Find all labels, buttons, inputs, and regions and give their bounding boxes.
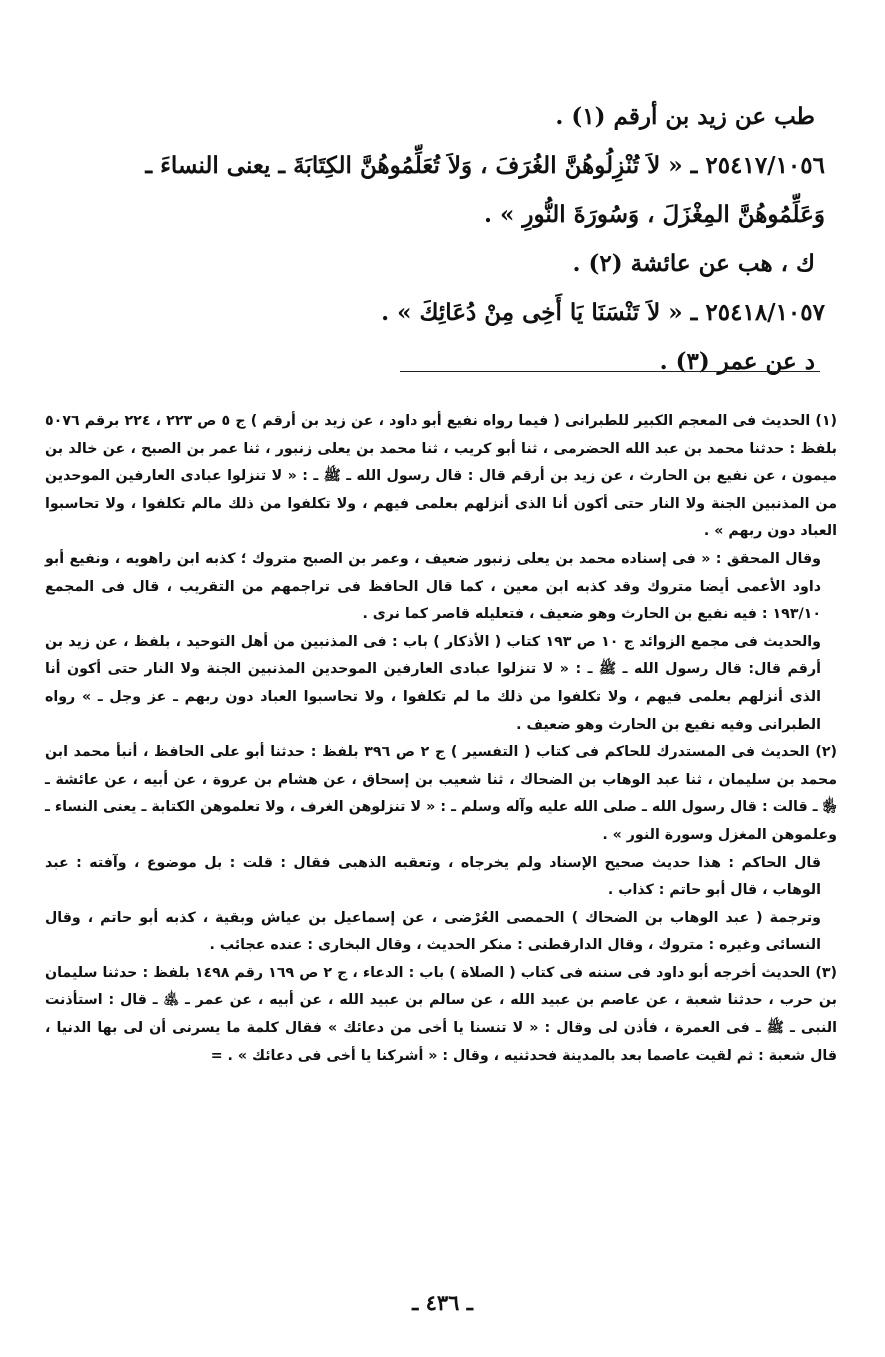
footnote: قال الحاكم : هذا حديث صحيح الإسناد ولم يخرجاه ، وتعقبه الذهبى فقال : قلت : بل موضوع ، وآفته : عبد الوهاب ، قال أبو حاتم : كذاب . bbox=[45, 854, 821, 899]
page-number: ـ ٤٣٦ ـ bbox=[412, 1290, 473, 1315]
footnotes bbox=[45, 408, 837, 1070]
main-text bbox=[50, 92, 825, 386]
main-line: د عن عمر (٣) . bbox=[659, 348, 815, 375]
footnote: وقال المحقق : « فى إسناده محمد بن يعلى زنبور ضعيف ، وعمر بن الصبح متروك ؛ كذبه ابن راهويه ، ونفيع أبو داود الأعمى أيضا متروك وقد كذبه ابن معين ، كما قال الحافظ فى تراجمهم من التقريب ، قال فى المجمع ١٩٣/١٠ : فيه نفيع بن الحارث وهو ضعيف ، فتعليله قاصر كما نرى . bbox=[45, 550, 821, 623]
footnote: (٢) الحديث فى المستدرك للحاكم فى كتاب ( التفسير ) ج ٢ ص ٣٩٦ بلفظ : حدثنا أبو على الحافظ ، أنبأ محمد ابن محمد بن سليمان ، ثنا عبد الوهاب بن الضحاك ، ثنا شعيب بن إسحاق ، عن هشام بن عروة ، عن أبيه ، عن عائشة ـ ﵂ ـ قالت : قال رسول الله ـ صلى الله عليه وآله وسلم ـ : « لا تنزلوهن الغرف ، ولا تعلموهن الكتابة ـ يعنى النساء ـ وعلموهن المغزل وسورة النور » . bbox=[45, 744, 837, 843]
main-line: وَعَلِّمُوهُنَّ المِغْزَلَ ، وَسُورَةَ النُّورِ » . bbox=[483, 201, 825, 228]
footnote-divider bbox=[400, 371, 820, 372]
main-line: ٢٥٤١٨/١٠٥٧ ـ « لاَ تَنْسَنَا يَا أَخِى مِنْ دُعَائِكَ » . bbox=[381, 299, 825, 326]
footnote: وترجمة ( عبد الوهاب بن الضحاك ) الحمصى العُرْضى ، عن إسماعيل بن عياش وبقية ، كذبه أبو حاتم ، وقال النسائى وغيره : متروك ، وقال الدارقطنى : منكر الحديث ، وقال البخارى : عنده عجائب . bbox=[45, 909, 821, 954]
footnote: والحديث فى مجمع الزوائد ج ١٠ ص ١٩٣ كتاب ( الأذكار ) باب : فى المذنبين من أهل التوحيد ، بلفظ ، عن زيد بن أرقم قال: قال رسول الله ـ ﷺ ـ : « لا تنزلوا عبادى العارفين الموحدين المذنبين الجنة ولا النار حتى أكون أنا الذى أنزلهم بعلمى فيهم ، ولا تكلفوا من ذلك ما لم تكلفوا ، ولا تحاسبوا العباد دون ربهم ـ عز وجل ـ » رواه الطبرانى وفيه نفيع بن الحارث وهو ضعيف . bbox=[45, 633, 821, 733]
footnote: (٣) الحديث أخرجه أبو داود فى سننه فى كتاب ( الصلاة ) باب : الدعاء ، ج ٢ ص ١٦٩ رقم ١٤٩٨ بلفظ : حدثنا سليمان بن حرب ، حدثنا شعبة ، عن عاصم بن عبيد الله ، عن سالم بن عبيد الله ، عن أبيه ، عن عمر ـ ﵁ ـ قال : استأذنت النبى ـ ﷺ ـ فى العمرة ، فأذن لى وقال : « لا تنسنا يا أخى من دعائك » فقال كلمة ما يسرنى أن لى بها الدنيا ، قال شعبة : ثم لقيت عاصما بعد بالمدينة فحدثنيه ، وقال : « أشركنا يا أخى فى دعائك » . = bbox=[45, 964, 837, 1064]
footnote: (١) الحديث فى المعجم الكبير للطبرانى ( فيما رواه نفيع أبو داود ، عن زيد بن أرقم ) ج ٥ ص ٢٢٣ ، ٢٢٤ برقم ٥٠٧٦ بلفظ : حدثنا محمد بن عبد الله الحضرمى ، ثنا أبو كريب ، ثنا محمد بن يعلى زنبور ، ثنا عمر بن الصبح ، عن خالد بن ميمون ، عن نفيع بن الحارث ، عن زيد بن أرقم قال : قال رسول الله ـ ﷺ ـ : « لا تنزلوا عبادى العارفين الموحدين من المذنبين الجنة ولا النار حتى أكون أنا الذى أنزلهم بعلمى فيهم ، ولا تكلفوا من ذلك مالم تكلفوا ، ولا تحاسبوا العباد دون ربهم » . bbox=[45, 413, 837, 540]
main-line: ك ، هب عن عائشة (٢) . bbox=[572, 250, 815, 277]
main-line: ٢٥٤١٧/١٠٥٦ ـ « لاَ تُنْزِلُوهُنَّ الغُرَفَ ، وَلاَ تُعَلِّمُوهُنَّ الكِتَابَةَ ـ يعنى النساءَ ـ bbox=[145, 152, 825, 179]
main-line: طب عن زيد بن أرقم (١) . bbox=[555, 103, 815, 130]
